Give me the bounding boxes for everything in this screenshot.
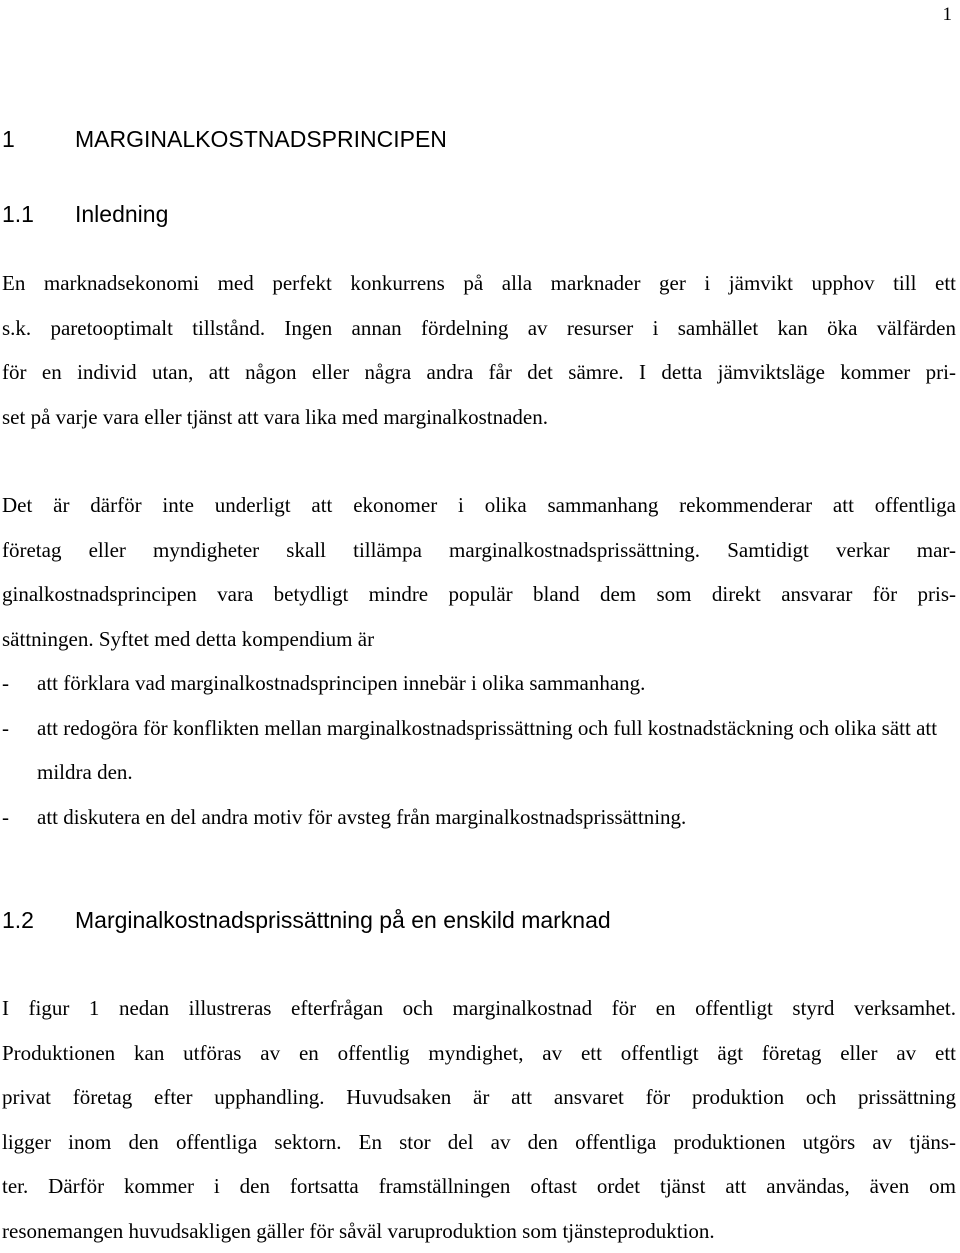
section-paragraph bbox=[2, 986, 956, 1253]
paragraph-line: privat företag efter upphandling. Huvudsaken är att ansvaret för produktion och prissättning bbox=[2, 1075, 956, 1120]
page-number: 1 bbox=[943, 4, 953, 26]
section-title: Inledning bbox=[75, 201, 168, 227]
chapter-title: MARGINALKOSTNADSPRINCIPEN bbox=[75, 126, 447, 152]
paragraph-line: sättningen. Syftet med detta kompendium är bbox=[2, 617, 956, 662]
paragraph-line: för en individ utan, att någon eller några andra får det sämre. I detta jämviktsläge kommer pri- bbox=[2, 350, 956, 395]
list-dash: - bbox=[2, 706, 9, 751]
list-item-text: att förklara vad marginalkostnadsprincipen innebär i olika sammanhang. bbox=[37, 671, 645, 695]
list-item-text: att redogöra för konflikten mellan marginalkostnadsprissättning och full kostnadstäckning och olika sätt att mildra den. bbox=[37, 716, 937, 785]
chapter-number: 1 bbox=[2, 126, 75, 153]
paragraph-line: Det är därför inte underligt att ekonomer i olika sammanhang rekommenderar att offentliga bbox=[2, 483, 956, 528]
paragraph-line: företag eller myndigheter skall tillämpa marginalkostnadsprissättning. Samtidigt verkar mar- bbox=[2, 528, 956, 573]
list-item bbox=[2, 706, 956, 795]
paragraph-line: ter. Därför kommer i den fortsatta framställningen oftast ordet tjänst att användas, även om bbox=[2, 1164, 956, 1209]
list-dash: - bbox=[2, 661, 9, 706]
paragraph-line: set på varje vara eller tjänst att vara lika med marginalkostnaden. bbox=[2, 395, 956, 440]
paragraph-line: Produktionen kan utföras av en offentlig myndighet, av ett offentligt ägt företag eller av ett bbox=[2, 1031, 956, 1076]
paragraph-line: s.k. paretooptimalt tillstånd. Ingen annan fördelning av resurser i samhället kan öka välfärden bbox=[2, 306, 956, 351]
paragraph-line: ginalkostnadsprincipen vara betydligt mindre populär bland dem som direkt ansvarar för pris- bbox=[2, 572, 956, 617]
purpose-paragraph bbox=[2, 483, 956, 661]
section-number: 1.2 bbox=[2, 907, 75, 934]
section-number: 1.1 bbox=[2, 201, 75, 228]
list-item-text: att diskutera en del andra motiv för avsteg från marginalkostnadsprissättning. bbox=[37, 805, 686, 829]
list-item bbox=[2, 661, 956, 706]
paragraph-line: En marknadsekonomi med perfekt konkurrens på alla marknader ger i jämvikt upphov till ett bbox=[2, 261, 956, 306]
section-heading-1-1 bbox=[2, 201, 168, 228]
intro-paragraph bbox=[2, 261, 956, 439]
section-heading-1-2 bbox=[2, 907, 611, 934]
paragraph-line: I figur 1 nedan illustreras efterfrågan och marginalkostnad för en offentligt styrd verksamhet. bbox=[2, 986, 956, 1031]
section-title: Marginalkostnadsprissättning på en enskild marknad bbox=[75, 907, 611, 933]
chapter-heading bbox=[2, 126, 447, 153]
list-dash: - bbox=[2, 795, 9, 840]
list-item bbox=[2, 795, 956, 840]
paragraph-line: ligger inom den offentliga sektorn. En stor del av den offentliga produktionen utgörs av tjäns- bbox=[2, 1120, 956, 1165]
purpose-list bbox=[2, 661, 956, 839]
paragraph-line: resonemangen huvudsakligen gäller för såväl varuproduktion som tjänsteproduktion. bbox=[2, 1209, 956, 1253]
